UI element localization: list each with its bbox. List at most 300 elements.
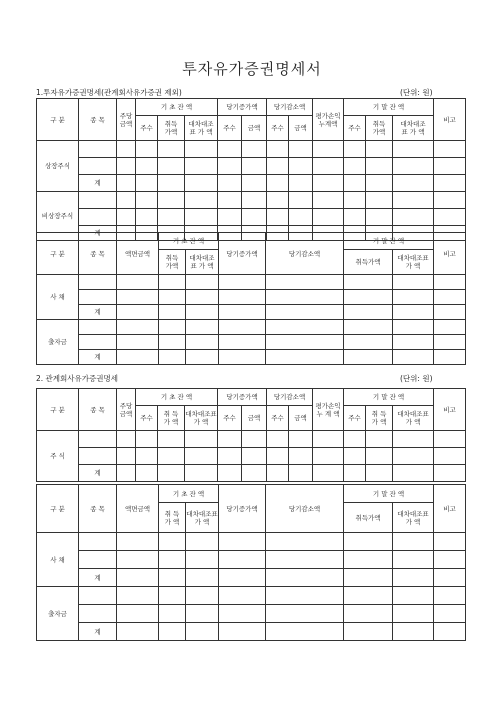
entry-cell[interactable] (393, 290, 434, 305)
entry-cell[interactable] (117, 192, 136, 209)
subtotal-label: 계 (79, 175, 117, 192)
entry-cell[interactable] (219, 335, 266, 350)
entry-cell[interactable] (186, 569, 219, 587)
entry-cell[interactable] (434, 623, 466, 641)
entry-cell[interactable] (185, 141, 218, 158)
entry-cell[interactable] (393, 350, 434, 365)
header-amount: 금액 (242, 116, 267, 141)
entry-cell[interactable] (219, 551, 266, 569)
entry-cell[interactable] (344, 605, 393, 623)
entry-cell[interactable] (219, 290, 266, 305)
entry-cell[interactable] (366, 209, 393, 226)
header-note: 비고 (434, 389, 466, 431)
entry-cell[interactable] (159, 605, 186, 623)
entry-cell[interactable] (136, 175, 158, 192)
entry-cell[interactable] (289, 175, 313, 192)
entry-cell[interactable] (434, 533, 466, 551)
entry-cell[interactable] (219, 587, 266, 605)
section1-caption: 1.투자유가증권명세(관계회사유가증권 제외) (36, 88, 182, 97)
entry-cell[interactable] (79, 551, 117, 569)
entry-cell[interactable] (219, 623, 266, 641)
entry-cell[interactable] (159, 335, 186, 350)
entry-cell[interactable] (158, 175, 185, 192)
entry-cell[interactable] (267, 448, 289, 465)
entry-cell[interactable] (393, 275, 434, 290)
entry-cell[interactable] (136, 431, 158, 448)
entry-cell[interactable] (313, 141, 344, 158)
entry-cell[interactable] (158, 465, 185, 482)
entry-cell[interactable] (117, 275, 159, 290)
entry-cell[interactable] (159, 275, 186, 290)
entry-cell[interactable] (136, 192, 158, 209)
entry-cell[interactable] (289, 192, 313, 209)
entry-cell[interactable] (344, 158, 366, 175)
header-par-value: 주당 금액 (117, 99, 136, 141)
entry-cell[interactable] (159, 623, 186, 641)
section1-stock-table (36, 98, 466, 241)
entry-cell[interactable] (393, 551, 434, 569)
entry-cell[interactable] (117, 158, 136, 175)
entry-cell[interactable] (393, 158, 434, 175)
row-label-stock: 주 식 (37, 431, 79, 482)
entry-cell[interactable] (313, 431, 344, 448)
entry-cell[interactable] (393, 448, 434, 465)
header-item: 종 목 (79, 99, 117, 141)
entry-cell[interactable] (185, 431, 218, 448)
entry-cell[interactable] (158, 209, 185, 226)
entry-cell[interactable] (218, 209, 242, 226)
entry-cell[interactable] (185, 465, 218, 482)
header-amount: 금액 (242, 406, 267, 431)
entry-cell[interactable] (393, 320, 434, 335)
header-ending-balance: 기 말 잔 액 (344, 389, 434, 406)
entry-cell[interactable] (344, 209, 366, 226)
entry-cell[interactable] (117, 350, 159, 365)
entry-cell[interactable] (434, 448, 466, 465)
entry-cell[interactable] (219, 533, 266, 551)
entry-cell[interactable] (267, 175, 289, 192)
header-acquisition: 취득가액 (344, 503, 393, 533)
entry-cell[interactable] (79, 275, 117, 290)
entry-cell[interactable] (434, 158, 466, 175)
entry-cell[interactable] (434, 192, 466, 209)
entry-cell[interactable] (158, 158, 185, 175)
section2-caption: 2. 관계회사유가증권명세 (36, 374, 118, 383)
section2-unit: (단위: 원) (400, 374, 433, 383)
entry-cell[interactable] (219, 305, 266, 320)
header-acquisition: 취 득 가 액 (366, 406, 393, 431)
header-category: 구 분 (37, 485, 79, 533)
entry-cell[interactable] (242, 209, 267, 226)
header-valuation: 평가손익 누계액 (313, 99, 344, 141)
entry-cell[interactable] (79, 290, 117, 305)
entry-cell[interactable] (266, 275, 344, 290)
entry-cell[interactable] (117, 320, 159, 335)
entry-cell[interactable] (219, 275, 266, 290)
header-beginning-balance: 기 초 잔 액 (159, 485, 219, 503)
header-face-value: 액면금액 (117, 233, 159, 275)
entry-cell[interactable] (159, 350, 186, 365)
entry-cell[interactable] (267, 209, 289, 226)
entry-cell[interactable] (159, 587, 186, 605)
entry-cell[interactable] (344, 290, 393, 305)
header-book-value: 대차대조표 가 액 (186, 503, 219, 533)
entry-cell[interactable] (393, 605, 434, 623)
entry-cell[interactable] (393, 465, 434, 482)
affiliate-stock-group (37, 431, 466, 482)
header-face-value: 액면금액 (117, 485, 159, 533)
entry-cell[interactable] (219, 350, 266, 365)
entry-cell[interactable] (266, 350, 344, 365)
entry-cell[interactable] (393, 141, 434, 158)
entry-cell[interactable] (344, 448, 366, 465)
header-shares: 주수 (136, 406, 158, 431)
entry-cell[interactable] (117, 305, 159, 320)
header-book-value: 대차대조표 가 액 (185, 406, 218, 431)
listed-stock-group (37, 141, 466, 192)
subtotal-label: 계 (79, 350, 117, 365)
header-category: 구 분 (37, 233, 79, 275)
entry-cell[interactable] (289, 465, 313, 482)
entry-cell[interactable] (185, 158, 218, 175)
entry-cell[interactable] (393, 209, 434, 226)
entry-cell[interactable] (117, 605, 159, 623)
entry-cell[interactable] (289, 141, 313, 158)
header-shares: 주수 (344, 116, 366, 141)
entry-cell[interactable] (219, 605, 266, 623)
entry-cell[interactable] (344, 623, 393, 641)
entry-cell[interactable] (434, 431, 466, 448)
entry-cell[interactable] (242, 448, 267, 465)
header-beginning-balance: 기 초 잔 액 (159, 233, 219, 250)
entry-cell[interactable] (218, 192, 242, 209)
header-decrease: 당기감소액 (266, 485, 344, 533)
entry-cell[interactable] (117, 175, 136, 192)
entry-cell[interactable] (218, 465, 242, 482)
entry-cell[interactable] (186, 320, 219, 335)
entry-cell[interactable] (266, 290, 344, 305)
entry-cell[interactable] (185, 448, 218, 465)
entry-cell[interactable] (117, 448, 136, 465)
header-increase: 당기증가액 (219, 485, 266, 533)
entry-cell[interactable] (186, 290, 219, 305)
entry-cell[interactable] (185, 175, 218, 192)
entry-cell[interactable] (117, 569, 159, 587)
header-increase: 당기증가액 (219, 233, 266, 275)
header-book-value: 대차대조표 가 액 (393, 406, 434, 431)
header-item: 종 목 (79, 485, 117, 533)
entry-cell[interactable] (266, 305, 344, 320)
entry-cell[interactable] (242, 141, 267, 158)
entry-cell[interactable] (158, 192, 185, 209)
entry-cell[interactable] (186, 305, 219, 320)
entry-cell[interactable] (266, 569, 344, 587)
entry-cell[interactable] (313, 448, 344, 465)
entry-cell[interactable] (434, 305, 466, 320)
entry-cell[interactable] (186, 605, 219, 623)
header-acquisition: 취득 가액 (366, 116, 393, 141)
header-increase: 당기증가액 (218, 389, 267, 406)
header-acquisition: 취득가액 (344, 250, 393, 275)
row-label-investment: 출자금 (37, 320, 79, 365)
entry-cell[interactable] (366, 192, 393, 209)
header-shares: 주수 (218, 406, 242, 431)
entry-cell[interactable] (434, 320, 466, 335)
entry-cell[interactable] (366, 465, 393, 482)
entry-cell[interactable] (434, 465, 466, 482)
subtotal-label: 계 (79, 226, 117, 241)
entry-cell[interactable] (313, 465, 344, 482)
subtotal-label: 계 (79, 569, 117, 587)
row-label-listed: 상장주식 (37, 141, 79, 192)
header-ending-balance: 기 말 잔 액 (344, 485, 434, 503)
entry-cell[interactable] (186, 350, 219, 365)
entry-cell[interactable] (366, 175, 393, 192)
entry-cell[interactable] (242, 175, 267, 192)
entry-cell[interactable] (186, 533, 219, 551)
entry-cell[interactable] (266, 623, 344, 641)
entry-cell[interactable] (117, 551, 159, 569)
entry-cell[interactable] (434, 290, 466, 305)
header-book-value: 대차대조 표 가 액 (185, 116, 218, 141)
entry-cell[interactable] (393, 192, 434, 209)
entry-cell[interactable] (158, 448, 185, 465)
subtotal-label: 계 (79, 623, 117, 641)
entry-cell[interactable] (434, 175, 466, 192)
section1-unit: (단위: 원) (400, 88, 433, 97)
entry-cell[interactable] (344, 305, 393, 320)
entry-cell[interactable] (434, 569, 466, 587)
entry-cell[interactable] (117, 335, 159, 350)
entry-cell[interactable] (79, 587, 117, 605)
entry-cell[interactable] (266, 335, 344, 350)
entry-cell[interactable] (136, 448, 158, 465)
entry-cell[interactable] (79, 192, 117, 209)
entry-cell[interactable] (366, 141, 393, 158)
entry-cell[interactable] (266, 533, 344, 551)
entry-cell[interactable] (79, 533, 117, 551)
entry-cell[interactable] (366, 448, 393, 465)
entry-cell[interactable] (185, 192, 218, 209)
entry-cell[interactable] (159, 290, 186, 305)
entry-cell[interactable] (313, 209, 344, 226)
header-ending-balance: 기 말 잔 액 (344, 233, 434, 250)
header-decrease: 당기감소액 (266, 233, 344, 275)
entry-cell[interactable] (344, 465, 366, 482)
entry-cell[interactable] (434, 605, 466, 623)
entry-cell[interactable] (266, 587, 344, 605)
subtotal-label: 계 (79, 465, 117, 482)
header-decrease: 당기감소액 (267, 99, 313, 116)
entry-cell[interactable] (267, 141, 289, 158)
entry-cell[interactable] (136, 209, 158, 226)
bond-group (37, 275, 466, 320)
entry-cell[interactable] (434, 551, 466, 569)
entry-cell[interactable] (344, 431, 366, 448)
entry-cell[interactable] (186, 587, 219, 605)
entry-cell[interactable] (434, 587, 466, 605)
entry-cell[interactable] (267, 192, 289, 209)
entry-cell[interactable] (393, 623, 434, 641)
header-shares: 주수 (136, 116, 158, 141)
entry-cell[interactable] (117, 623, 159, 641)
affiliate-investment-group (37, 587, 466, 641)
entry-cell[interactable] (267, 465, 289, 482)
entry-cell[interactable] (393, 587, 434, 605)
entry-cell[interactable] (79, 209, 117, 226)
entry-cell[interactable] (434, 141, 466, 158)
entry-cell[interactable] (393, 305, 434, 320)
entry-cell[interactable] (344, 175, 366, 192)
header-ending-balance: 기 말 잔 액 (344, 99, 434, 116)
entry-cell[interactable] (366, 431, 393, 448)
entry-cell[interactable] (158, 141, 185, 158)
header-note: 비고 (434, 233, 466, 275)
entry-cell[interactable] (393, 431, 434, 448)
entry-cell[interactable] (344, 335, 393, 350)
header-decrease: 당기감소액 (267, 389, 313, 406)
entry-cell[interactable] (218, 141, 242, 158)
investment-group (37, 320, 466, 365)
entry-cell[interactable] (242, 158, 267, 175)
entry-cell[interactable] (79, 448, 117, 465)
entry-cell[interactable] (185, 209, 218, 226)
entry-cell[interactable] (242, 192, 267, 209)
entry-cell[interactable] (218, 158, 242, 175)
entry-cell[interactable] (313, 158, 344, 175)
entry-cell[interactable] (393, 533, 434, 551)
entry-cell[interactable] (344, 533, 393, 551)
header-shares: 주수 (344, 406, 366, 431)
entry-cell[interactable] (344, 551, 393, 569)
header-book-value: 대차대조표 가 액 (393, 503, 434, 533)
header-book-value: 대차대조표 가 액 (393, 250, 434, 275)
header-amount: 금액 (289, 406, 313, 431)
entry-cell[interactable] (366, 158, 393, 175)
row-label-unlisted: 비상장주식 (37, 192, 79, 241)
entry-cell[interactable] (79, 431, 117, 448)
header-book-value: 대차대조 표 가 액 (186, 250, 219, 275)
entry-cell[interactable] (344, 320, 393, 335)
entry-cell[interactable] (79, 158, 117, 175)
entry-cell[interactable] (159, 569, 186, 587)
entry-cell[interactable] (79, 141, 117, 158)
header-book-value: 대차대조 표 가 액 (393, 116, 434, 141)
header-par-value: 주당 금액 (117, 389, 136, 431)
entry-cell[interactable] (434, 335, 466, 350)
entry-cell[interactable] (218, 175, 242, 192)
entry-cell[interactable] (159, 533, 186, 551)
entry-cell[interactable] (289, 209, 313, 226)
header-acquisition: 취 득 가 액 (158, 406, 185, 431)
entry-cell[interactable] (117, 431, 136, 448)
section2-stock-table (36, 388, 466, 482)
entry-cell[interactable] (159, 305, 186, 320)
entry-cell[interactable] (434, 209, 466, 226)
entry-cell[interactable] (117, 209, 136, 226)
entry-cell[interactable] (117, 533, 159, 551)
header-shares: 주수 (267, 116, 289, 141)
entry-cell[interactable] (289, 431, 313, 448)
entry-cell[interactable] (344, 350, 393, 365)
header-category: 구 분 (37, 389, 79, 431)
entry-cell[interactable] (344, 587, 393, 605)
entry-cell[interactable] (344, 141, 366, 158)
entry-cell[interactable] (159, 551, 186, 569)
entry-cell[interactable] (344, 275, 393, 290)
entry-cell[interactable] (313, 175, 344, 192)
entry-cell[interactable] (434, 275, 466, 290)
entry-cell[interactable] (136, 158, 158, 175)
entry-cell[interactable] (186, 335, 219, 350)
entry-cell[interactable] (344, 569, 393, 587)
entry-cell[interactable] (434, 350, 466, 365)
entry-cell[interactable] (117, 290, 159, 305)
row-label-bond: 사 채 (37, 275, 79, 320)
header-acquisition: 취득 가액 (159, 250, 186, 275)
subtotal-label: 계 (79, 305, 117, 320)
header-shares: 주수 (267, 406, 289, 431)
entry-cell[interactable] (186, 623, 219, 641)
entry-cell[interactable] (218, 431, 242, 448)
entry-cell[interactable] (117, 465, 136, 482)
entry-cell[interactable] (158, 431, 185, 448)
entry-cell[interactable] (393, 569, 434, 587)
entry-cell[interactable] (267, 431, 289, 448)
entry-cell[interactable] (393, 335, 434, 350)
entry-cell[interactable] (136, 465, 158, 482)
entry-cell[interactable] (344, 192, 366, 209)
entry-cell[interactable] (267, 158, 289, 175)
section1-bond-table (36, 232, 466, 365)
header-category: 구 분 (37, 99, 79, 141)
header-increase: 당기증가액 (218, 99, 267, 116)
entry-cell[interactable] (79, 605, 117, 623)
entry-cell[interactable] (289, 448, 313, 465)
entry-cell[interactable] (117, 141, 136, 158)
header-shares: 주수 (218, 116, 242, 141)
header-note: 비고 (434, 485, 466, 533)
header-note: 비고 (434, 99, 466, 141)
header-acquisition: 취 득 가 액 (159, 503, 186, 533)
entry-cell[interactable] (266, 605, 344, 623)
entry-cell[interactable] (242, 465, 267, 482)
entry-cell[interactable] (79, 320, 117, 335)
entry-cell[interactable] (219, 320, 266, 335)
entry-cell[interactable] (242, 431, 267, 448)
entry-cell[interactable] (218, 448, 242, 465)
entry-cell[interactable] (266, 320, 344, 335)
row-label-bond: 사 채 (37, 533, 79, 587)
document-title: 투자유가증권명세서 (182, 60, 322, 78)
section2-bond-table (36, 484, 466, 641)
entry-cell[interactable] (159, 320, 186, 335)
header-beginning-balance: 기 초 잔 액 (136, 389, 218, 406)
entry-cell[interactable] (393, 175, 434, 192)
entry-cell[interactable] (313, 192, 344, 209)
entry-cell[interactable] (79, 335, 117, 350)
entry-cell[interactable] (117, 587, 159, 605)
entry-cell[interactable] (266, 551, 344, 569)
header-item: 종 목 (79, 233, 117, 275)
header-amount: 금액 (289, 116, 313, 141)
entry-cell[interactable] (186, 551, 219, 569)
entry-cell[interactable] (289, 158, 313, 175)
entry-cell[interactable] (219, 569, 266, 587)
entry-cell[interactable] (186, 275, 219, 290)
header-valuation: 평가손익 누 계 액 (313, 389, 344, 431)
entry-cell[interactable] (136, 141, 158, 158)
